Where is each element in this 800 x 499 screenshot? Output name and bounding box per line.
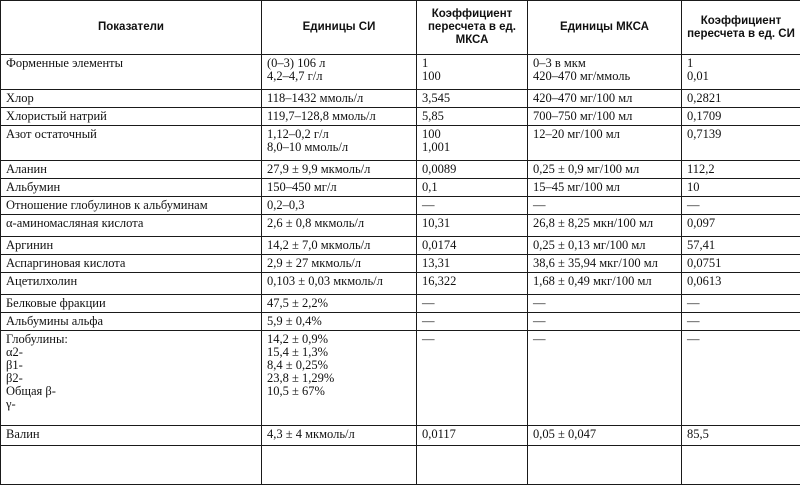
header-si-units: Единицы СИ — [262, 1, 417, 55]
cell-line: 100 — [422, 69, 441, 83]
header-mksa-units: Единицы МКСА — [528, 1, 682, 55]
si-value-cell: 2,9 ± 27 мкмоль/л — [262, 255, 417, 273]
table-row — [1, 273, 800, 295]
cell-line: 1,001 — [422, 140, 451, 154]
coef-si-cell: 0,2821 — [682, 90, 800, 108]
cell-line: Глобулины: — [6, 332, 68, 346]
indicator-cell: Отношение глобулинов к альбуминам — [1, 197, 262, 215]
coef-si-cell: 0,097 — [682, 215, 800, 237]
indicator-cell: Альбумин — [1, 179, 262, 197]
table-row — [1, 197, 800, 215]
indicator-cell: Альбумины альфа — [1, 313, 262, 331]
si-value-cell: 4,3 ± 4 мкмоль/л — [262, 426, 417, 446]
indicator-cell: Белковые фракции — [1, 295, 262, 313]
mksa-value-cell: 0,25 ± 0,9 мг/100 мл — [528, 161, 682, 179]
table-row — [1, 126, 800, 161]
coef-mksa-cell: 10,31 — [417, 215, 528, 237]
cell-line: β2- — [6, 371, 23, 385]
si-value-cell: 2,6 ± 0,8 мкмоль/л — [262, 215, 417, 237]
cell-line: 1,12–0,2 г/л — [267, 127, 329, 141]
cell-line: 8,0–10 ммоль/л — [267, 140, 349, 154]
mksa-value-cell: 26,8 ± 8,25 мкн/100 мл — [528, 215, 682, 237]
si-value-cell — [262, 126, 417, 161]
table-row — [1, 90, 800, 108]
table-row — [1, 255, 800, 273]
indicator-cell: Аспаргиновая кислота — [1, 255, 262, 273]
cell-line: Общая β- — [6, 384, 56, 398]
mksa-value-cell: — — [528, 295, 682, 313]
mksa-value-cell — [528, 446, 682, 485]
cell-line: 1 — [687, 56, 694, 70]
mksa-value-cell: — — [528, 197, 682, 215]
cell-line: (0–3) 106 л — [267, 56, 326, 70]
mksa-value-cell: 12–20 мг/100 мл — [528, 126, 682, 161]
si-value-cell: 0,103 ± 0,03 мкмоль/л — [262, 273, 417, 295]
table-row — [1, 331, 800, 426]
mksa-value-cell: 420–470 мг/100 мл — [528, 90, 682, 108]
indicator-cell: Форменные элементы — [1, 55, 262, 90]
table-row — [1, 161, 800, 179]
cell-line: 10,5 ± 67% — [267, 384, 325, 398]
coef-mksa-cell: 13,31 — [417, 255, 528, 273]
coef-mksa-cell: 0,0174 — [417, 237, 528, 255]
indicator-cell: Аргинин — [1, 237, 262, 255]
table-row — [1, 108, 800, 126]
si-value-cell: 14,2 ± 7,0 мкмоль/л — [262, 237, 417, 255]
indicator-cell: Хлор — [1, 90, 262, 108]
indicator-cell — [1, 331, 262, 426]
si-value-cell: 119,7–128,8 ммоль/л — [262, 108, 417, 126]
header-coef-mksa: Коэффициент пересчета в ед. МКСА — [417, 1, 528, 55]
coef-mksa-cell — [417, 126, 528, 161]
cell-line: γ- — [6, 397, 16, 411]
table-row — [1, 215, 800, 237]
mksa-value-cell: 0,05 ± 0,047 — [528, 426, 682, 446]
cell-line: 14,2 ± 0,9% — [267, 332, 329, 346]
table-row — [1, 179, 800, 197]
coef-mksa-cell — [417, 55, 528, 90]
coef-mksa-cell: — — [417, 197, 528, 215]
indicator-cell: Хлористый натрий — [1, 108, 262, 126]
coef-mksa-cell: — — [417, 295, 528, 313]
coef-si-cell: 0,0751 — [682, 255, 800, 273]
header-coef-si: Коэффициент пересчета в ед. СИ — [682, 1, 800, 55]
coef-si-cell: 57,41 — [682, 237, 800, 255]
coef-mksa-cell: 0,1 — [417, 179, 528, 197]
coef-mksa-cell: — — [417, 313, 528, 331]
cell-line: 8,4 ± 0,25% — [267, 358, 329, 372]
coef-mksa-cell: 3,545 — [417, 90, 528, 108]
coef-si-cell: — — [682, 313, 800, 331]
coef-mksa-cell: 16,322 — [417, 273, 528, 295]
table-row — [1, 295, 800, 313]
table-row — [1, 426, 800, 446]
coef-mksa-cell: 0,0089 — [417, 161, 528, 179]
table-row — [1, 55, 800, 90]
cell-line: 23,8 ± 1,29% — [267, 371, 335, 385]
mksa-value-cell: 1,68 ± 0,49 мкг/100 мл — [528, 273, 682, 295]
indicator-cell: Валин — [1, 426, 262, 446]
coef-mksa-cell — [417, 446, 528, 485]
table-body — [1, 55, 800, 485]
cell-line: 15,4 ± 1,3% — [267, 345, 329, 359]
indicator-cell: Аланин — [1, 161, 262, 179]
mksa-value-cell: — — [528, 313, 682, 331]
mksa-value-cell: 38,6 ± 35,94 мкг/100 мл — [528, 255, 682, 273]
si-value-cell — [262, 55, 417, 90]
table-row — [1, 237, 800, 255]
table-row — [1, 446, 800, 485]
coef-mksa-cell: 5,85 — [417, 108, 528, 126]
coef-mksa-cell: — — [417, 331, 528, 426]
si-value-cell — [262, 331, 417, 426]
coef-si-cell: — — [682, 295, 800, 313]
cell-line: 1 — [422, 56, 429, 70]
indicator-cell: α-аминомасляная кислота — [1, 215, 262, 237]
coef-si-cell: — — [682, 197, 800, 215]
coef-si-cell — [682, 55, 800, 90]
indicator-cell: Ацетилхолин — [1, 273, 262, 295]
cell-line: 100 — [422, 127, 441, 141]
si-value-cell: 5,9 ± 0,4% — [262, 313, 417, 331]
cell-line: 420–470 мг/ммоль — [533, 69, 631, 83]
cell-line: 4,2–4,7 г/л — [267, 69, 323, 83]
coef-si-cell: 0,1709 — [682, 108, 800, 126]
coef-si-cell: 112,2 — [682, 161, 800, 179]
indicator-cell — [1, 446, 262, 485]
si-value-cell — [262, 446, 417, 485]
si-value-cell: 118–1432 ммоль/л — [262, 90, 417, 108]
header-indicators: Показатели — [1, 1, 262, 55]
cell-line: 0–3 в мкм — [533, 56, 586, 70]
cell-line: 0,01 — [687, 69, 709, 83]
indicator-cell: Азот остаточный — [1, 126, 262, 161]
coef-mksa-cell: 0,0117 — [417, 426, 528, 446]
coef-si-cell: 0,7139 — [682, 126, 800, 161]
coef-si-cell: 85,5 — [682, 426, 800, 446]
mksa-value-cell — [528, 55, 682, 90]
si-value-cell: 150–450 мг/л — [262, 179, 417, 197]
si-value-cell: 27,9 ± 9,9 мкмоль/л — [262, 161, 417, 179]
coef-si-cell — [682, 446, 800, 485]
mksa-value-cell: 700–750 мг/100 мл — [528, 108, 682, 126]
table-row — [1, 313, 800, 331]
cell-line: α2- — [6, 345, 23, 359]
mksa-value-cell: — — [528, 331, 682, 426]
mksa-value-cell: 0,25 ± 0,13 мг/100 мл — [528, 237, 682, 255]
si-value-cell: 47,5 ± 2,2% — [262, 295, 417, 313]
coef-si-cell: 10 — [682, 179, 800, 197]
cell-line: β1- — [6, 358, 23, 372]
si-value-cell: 0,2–0,3 — [262, 197, 417, 215]
coef-si-cell: 0,0613 — [682, 273, 800, 295]
mksa-value-cell: 15–45 мг/100 мл — [528, 179, 682, 197]
coef-si-cell: — — [682, 331, 800, 426]
header-row — [1, 1, 800, 55]
